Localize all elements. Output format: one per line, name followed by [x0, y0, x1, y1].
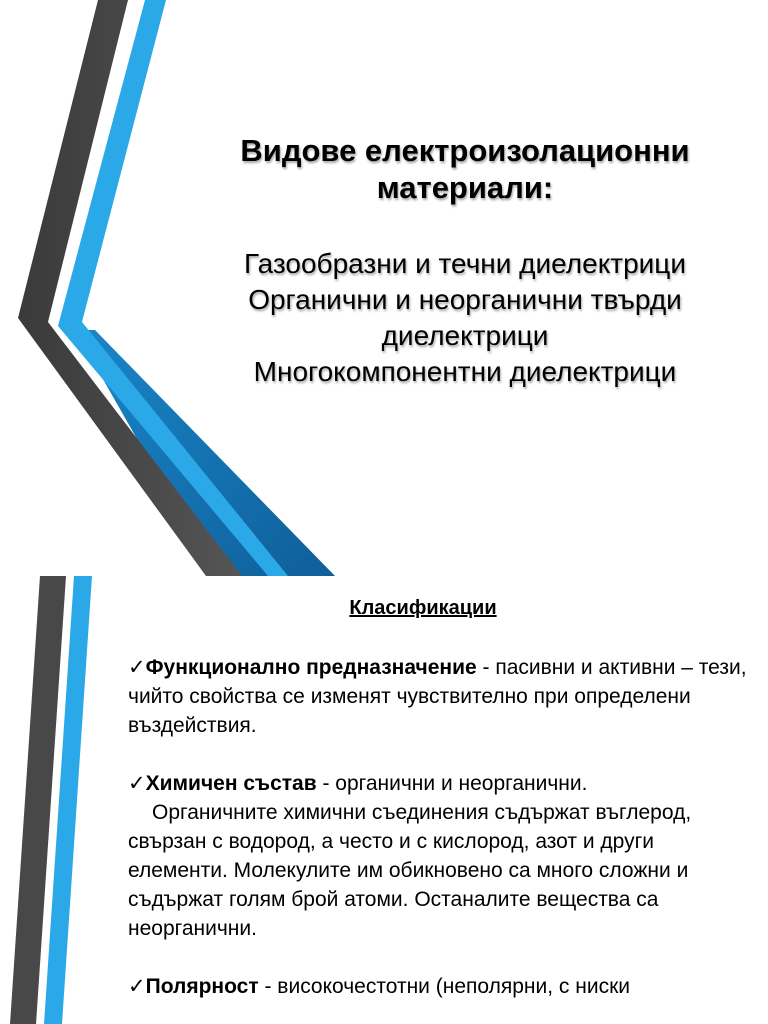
term-label: Полярност: [145, 975, 259, 998]
classification-slide: [0, 576, 768, 1024]
term-label: Химичен състав: [145, 772, 317, 795]
list-item: Органични и неорганични твърди: [248, 284, 682, 315]
list-item: Многокомпонентни диелектрици: [253, 356, 677, 387]
checkmark-icon: ✓: [128, 772, 146, 795]
title-block: [170, 132, 760, 390]
list-item: Газообразни и течни диелектрици: [244, 248, 686, 279]
term-detail: Органичните химични съединения съдържат въглерод, свързан с водород, а често и с кислород, азот и други елементи. Молекулите им обикновено са много сложни и съдържат голям брой атоми. Останалите вещества са неорганични.: [128, 801, 692, 940]
title-line: Видове електроизолационни: [240, 133, 690, 168]
section-heading: Класификации: [349, 597, 497, 619]
term-description: - пасивни и активни – тези, чийто свойства се изменят чувствително при определени въздействия.: [128, 656, 747, 737]
slide-title: [170, 132, 760, 206]
term-label: Функционално предназначение: [145, 656, 477, 679]
classification-item: [128, 653, 758, 740]
classification-item: [128, 972, 758, 1001]
list-item: диелектрици: [381, 320, 549, 351]
term-description: - високочестотни (неполярни, с ниски: [258, 975, 630, 998]
classification-content: [128, 594, 758, 1024]
checkmark-icon: ✓: [128, 975, 146, 998]
title-line: материали:: [376, 170, 554, 205]
checkmark-icon: ✓: [128, 656, 146, 679]
classification-item: [128, 769, 758, 943]
material-types-list: [170, 246, 760, 390]
term-description: - органични и неорганични.: [316, 772, 588, 795]
